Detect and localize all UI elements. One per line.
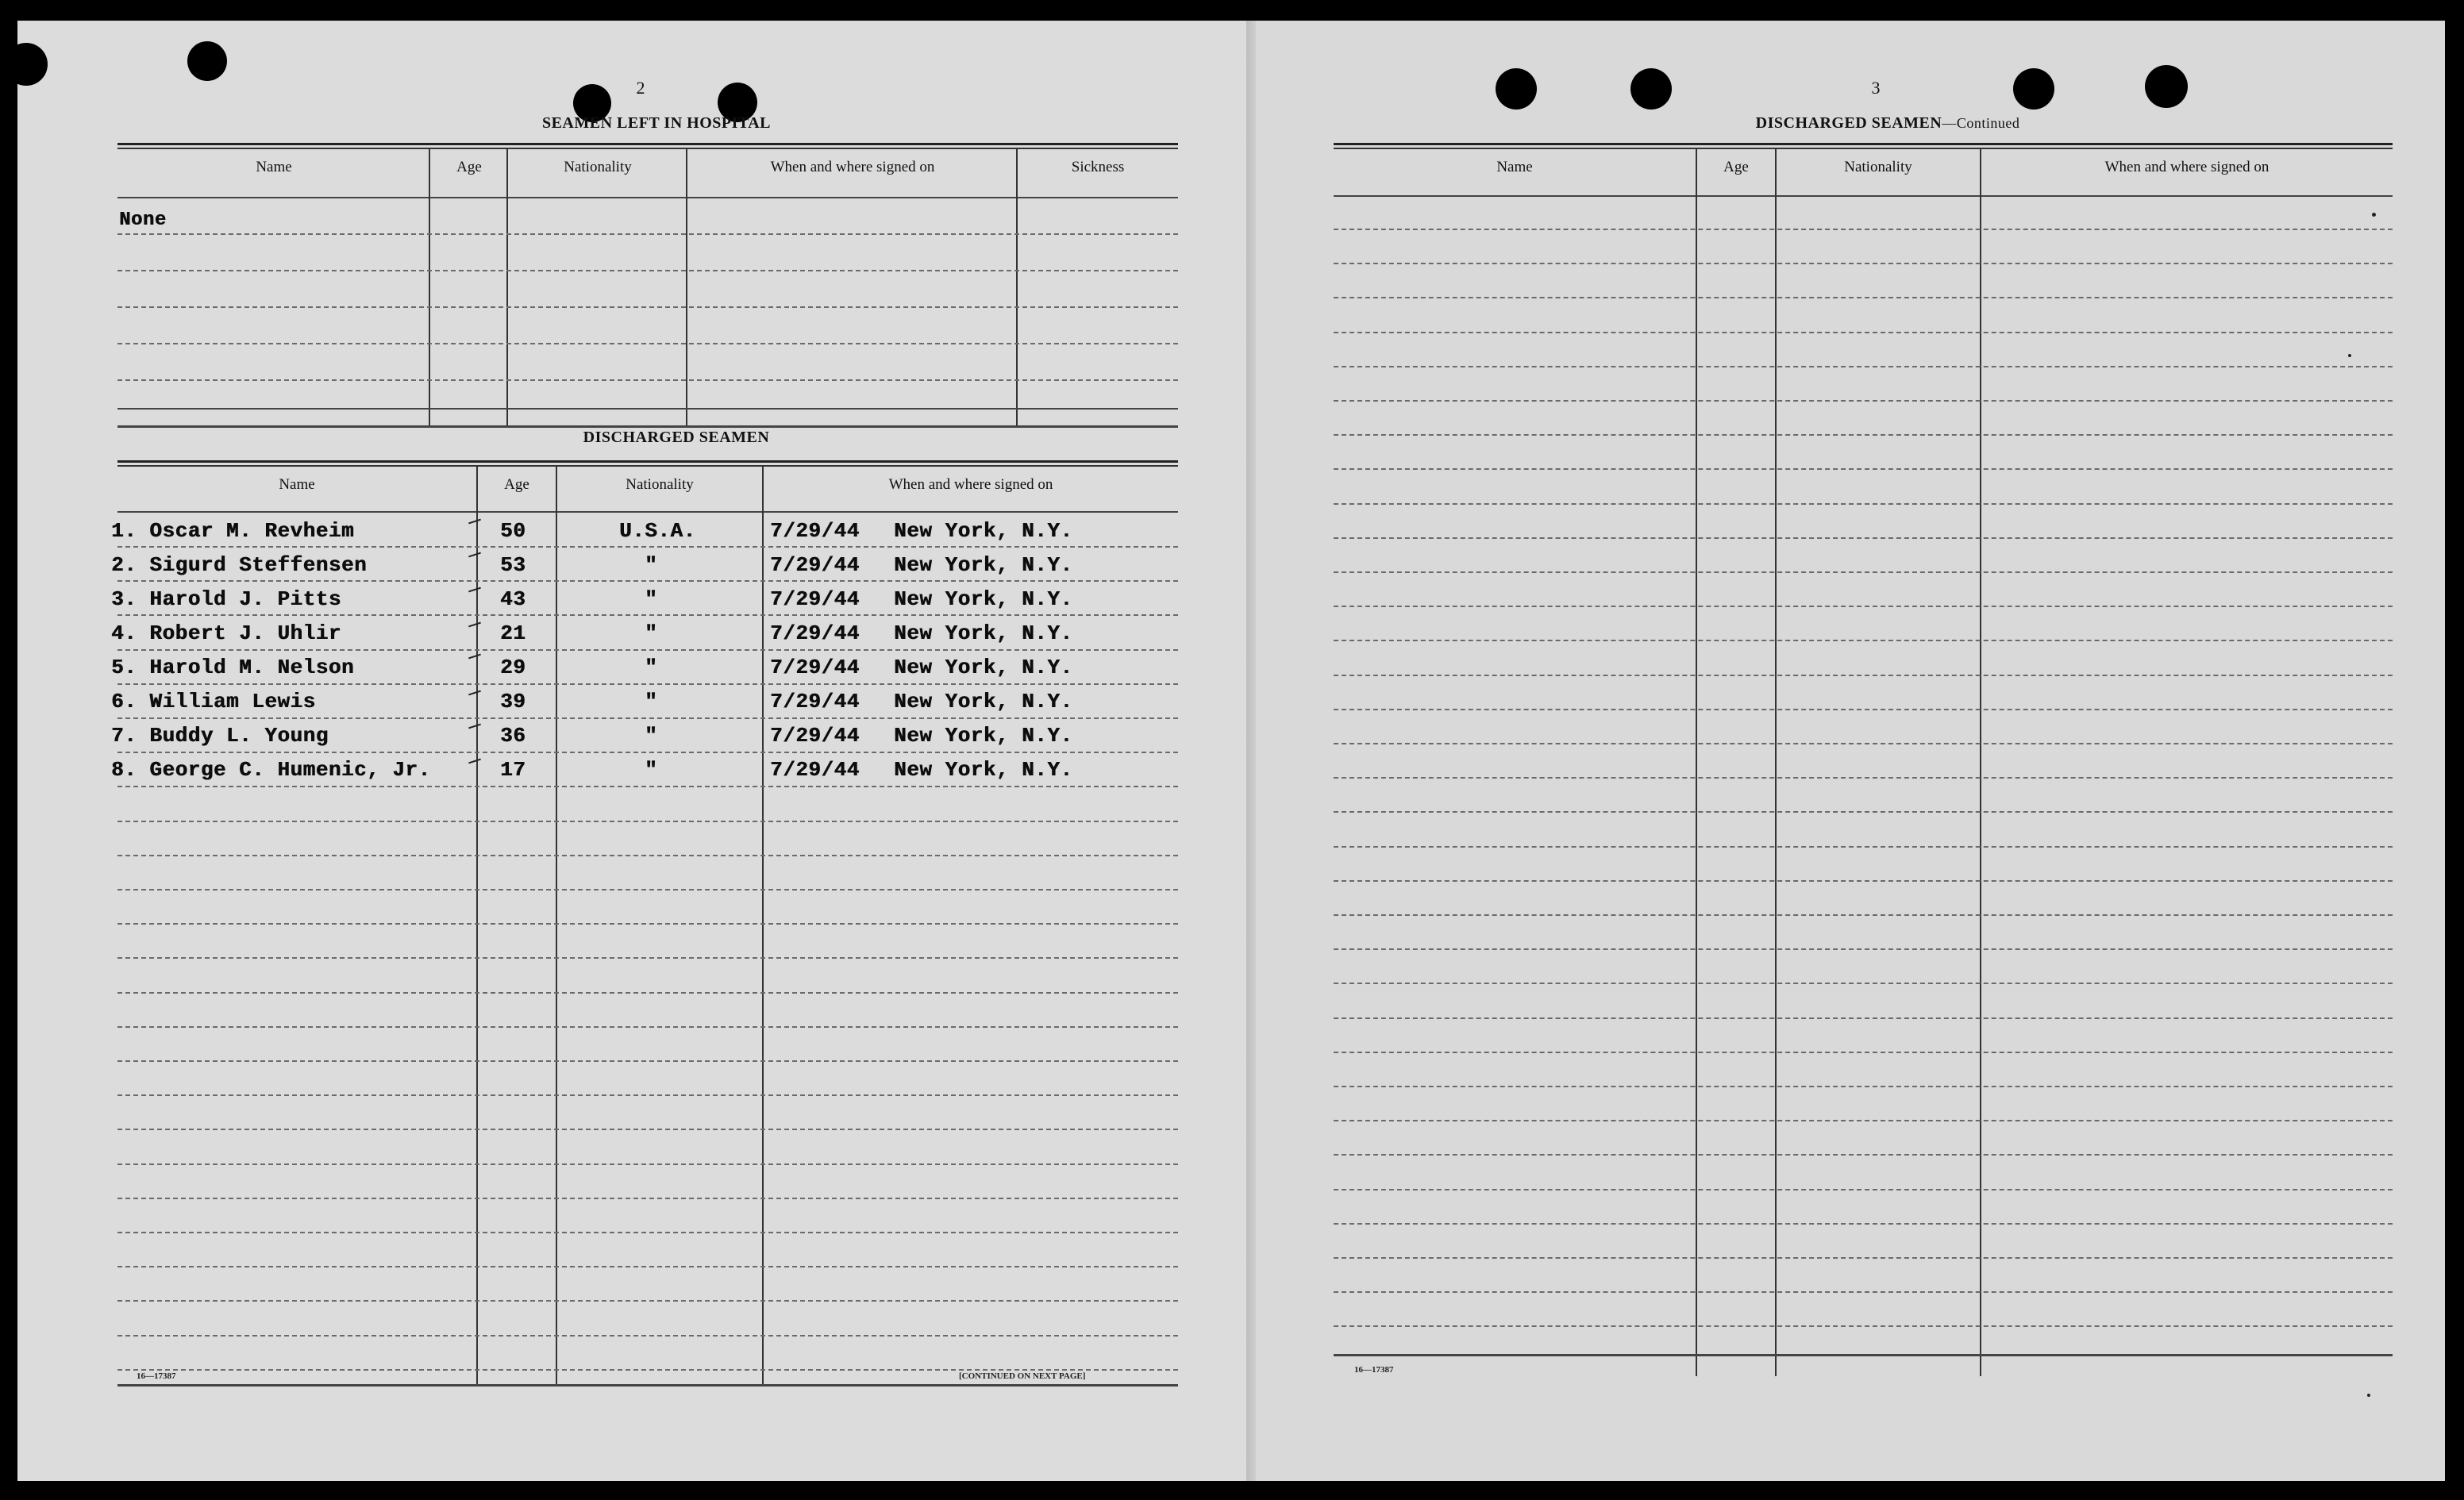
- punch-hole: [187, 41, 227, 81]
- row-rule: [1334, 263, 2393, 264]
- seaman-age: 36: [500, 724, 526, 748]
- column-header-signed-on: When and where signed on: [888, 476, 1053, 493]
- punch-hole: [5, 43, 48, 86]
- signed-on-date: 7/29/44: [770, 758, 860, 782]
- row-rule: [117, 717, 1178, 719]
- form-number: 16—17387: [1354, 1365, 1394, 1375]
- seaman-nationality: ": [645, 587, 658, 611]
- row-rule: [117, 1060, 1178, 1062]
- table-bottom-rule: [1334, 1354, 2393, 1356]
- hospital-section-title: SEAMEN LEFT IN HOSPITAL: [541, 114, 772, 132]
- column-divider: [506, 148, 508, 427]
- column-divider: [686, 148, 687, 427]
- row-rule: [117, 1026, 1178, 1028]
- row-rule: [1334, 1291, 2393, 1293]
- page-gutter: [1246, 21, 1256, 1481]
- column-divider: [762, 465, 764, 1384]
- punch-hole: [1496, 68, 1537, 110]
- seaman-name: 5. Harold M. Nelson: [111, 656, 354, 679]
- row-rule: [1334, 468, 2393, 470]
- row-rule: [117, 270, 1178, 271]
- row-rule: [117, 1335, 1178, 1337]
- column-divider: [429, 148, 430, 427]
- row-rule: [1334, 1017, 2393, 1019]
- row-rule: [1334, 1257, 2393, 1259]
- row-rule: [117, 1232, 1178, 1233]
- discharged-section-title: DISCHARGED SEAMEN: [583, 429, 770, 446]
- column-header-signed-on: When and where signed on: [770, 159, 935, 175]
- row-rule: [1334, 1120, 2393, 1121]
- check-mark: [468, 759, 481, 764]
- signed-on-date: 7/29/44: [770, 553, 860, 577]
- page-number: 2: [636, 78, 645, 98]
- row-rule: [117, 1266, 1178, 1267]
- row-rule: [117, 1094, 1178, 1096]
- seaman-nationality: U.S.A.: [619, 519, 696, 543]
- row-rule: [1334, 914, 2393, 916]
- column-header-name: Name: [1496, 159, 1533, 175]
- seaman-nationality: ": [645, 724, 658, 748]
- form-number: 16—17387: [137, 1371, 176, 1381]
- row-rule: [1334, 332, 2393, 333]
- signed-on-place: New York, N.Y.: [894, 587, 1073, 611]
- punch-hole: [1630, 68, 1672, 110]
- column-header-age: Age: [456, 159, 482, 175]
- scan-speck: [2348, 354, 2351, 357]
- row-rule: [1334, 229, 2393, 230]
- row-rule: [117, 1198, 1178, 1199]
- row-rule: [1334, 1223, 2393, 1225]
- seaman-age: 29: [500, 656, 526, 679]
- signed-on-date: 7/29/44: [770, 724, 860, 748]
- seaman-nationality: ": [645, 758, 658, 782]
- row-rule: [117, 992, 1178, 994]
- row-rule: [117, 546, 1178, 548]
- row-rule: [117, 649, 1178, 651]
- header-rule: [1334, 195, 2393, 197]
- header-rule: [117, 511, 1178, 513]
- column-header-signed-on: When and where signed on: [2104, 159, 2270, 175]
- seaman-age: 43: [500, 587, 526, 611]
- title-main: DISCHARGED SEAMEN: [1755, 114, 1942, 132]
- row-rule: [117, 580, 1178, 582]
- row-rule: [1334, 434, 2393, 436]
- signed-on-place: New York, N.Y.: [894, 553, 1073, 577]
- punch-hole: [2013, 68, 2054, 110]
- discharged-continued-title: [1697, 114, 2078, 133]
- row-rule: [117, 379, 1178, 381]
- row-rule: [1334, 297, 2393, 298]
- header-rule: [117, 197, 1178, 198]
- row-rule: [117, 752, 1178, 753]
- signed-on-place: New York, N.Y.: [894, 724, 1073, 748]
- row-rule: [1334, 1154, 2393, 1156]
- row-rule: [1334, 1052, 2393, 1053]
- signed-on-place: New York, N.Y.: [894, 690, 1073, 713]
- seaman-nationality: ": [645, 656, 658, 679]
- title-suffix: —Continued: [1942, 115, 2020, 131]
- column-header-nationality: Nationality: [564, 159, 632, 175]
- row-rule: [1334, 366, 2393, 367]
- column-header-nationality: Nationality: [626, 476, 694, 493]
- row-rule: [1334, 571, 2393, 573]
- seaman-name: 1. Oscar M. Revheim: [111, 519, 354, 543]
- seaman-name: 3. Harold J. Pitts: [111, 587, 341, 611]
- row-rule: [117, 855, 1178, 856]
- check-mark: [468, 622, 481, 628]
- row-rule: [1334, 709, 2393, 710]
- row-rule: [117, 614, 1178, 616]
- signed-on-place: New York, N.Y.: [894, 656, 1073, 679]
- row-rule: [117, 1129, 1178, 1130]
- row-rule: [117, 923, 1178, 925]
- check-mark: [468, 552, 481, 558]
- seaman-name: 4. Robert J. Uhlir: [111, 621, 341, 645]
- seaman-age: 50: [500, 519, 526, 543]
- signed-on-date: 7/29/44: [770, 621, 860, 645]
- check-mark: [468, 724, 481, 729]
- column-header-nationality: Nationality: [1844, 159, 1912, 175]
- row-rule: [1334, 640, 2393, 641]
- seaman-name: 2. Sigurd Steffensen: [111, 553, 368, 577]
- row-rule: [1334, 1189, 2393, 1190]
- column-header-age: Age: [504, 476, 529, 493]
- seaman-nationality: ": [645, 690, 658, 713]
- row-rule: [1334, 675, 2393, 676]
- row-rule: [1334, 743, 2393, 744]
- row-rule: [1334, 811, 2393, 813]
- row-rule: [117, 957, 1178, 959]
- column-header-name: Name: [256, 159, 292, 175]
- row-rule: [117, 683, 1178, 685]
- row-rule: [1334, 1325, 2393, 1327]
- row-rule: [117, 233, 1178, 235]
- table-bottom-rule: [117, 1384, 1178, 1387]
- signed-on-place: New York, N.Y.: [894, 519, 1073, 543]
- row-rule: [117, 889, 1178, 890]
- row-rule: [1334, 503, 2393, 505]
- scan-speck: [2372, 213, 2376, 217]
- right-page: [1256, 21, 2445, 1481]
- signed-on-place: New York, N.Y.: [894, 621, 1073, 645]
- column-divider: [476, 465, 478, 1384]
- left-page: [17, 21, 1246, 1481]
- table-top-rule: [117, 460, 1178, 467]
- check-mark: [468, 654, 481, 660]
- column-divider: [1016, 148, 1018, 427]
- row-rule: [1334, 948, 2393, 950]
- seaman-name: 8. George C. Humenic, Jr.: [111, 758, 431, 782]
- column-header-sickness: Sickness: [1071, 159, 1125, 175]
- signed-on-date: 7/29/44: [770, 519, 860, 543]
- row-rule: [117, 821, 1178, 822]
- row-rule: [1334, 777, 2393, 779]
- page-number: 3: [1871, 78, 1881, 98]
- scanned-document: [17, 21, 2445, 1481]
- row-rule: [1334, 537, 2393, 539]
- scan-speck: [2367, 1394, 2370, 1397]
- seaman-age: 17: [500, 758, 526, 782]
- row-rule: [117, 1163, 1178, 1165]
- table-bottom-rule: [117, 425, 1178, 428]
- row-rule: [117, 408, 1178, 410]
- row-rule: [1334, 1086, 2393, 1087]
- continued-note: [CONTINUED ON NEXT PAGE]: [959, 1371, 1086, 1381]
- row-rule: [117, 343, 1178, 344]
- hospital-entry: None: [119, 210, 167, 231]
- row-rule: [117, 1300, 1178, 1302]
- row-rule: [117, 306, 1178, 308]
- seaman-age: 21: [500, 621, 526, 645]
- row-rule: [117, 786, 1178, 787]
- row-rule: [1334, 606, 2393, 607]
- seaman-name: 7. Buddy L. Young: [111, 724, 329, 748]
- signed-on-date: 7/29/44: [770, 690, 860, 713]
- seaman-age: 39: [500, 690, 526, 713]
- signed-on-place: New York, N.Y.: [894, 758, 1073, 782]
- seaman-name: 6. William Lewis: [111, 690, 316, 713]
- row-rule: [1334, 400, 2393, 402]
- column-header-name: Name: [279, 476, 315, 493]
- check-mark: [468, 519, 481, 525]
- row-rule: [1334, 846, 2393, 848]
- row-rule: [117, 1369, 1178, 1371]
- table-top-rule: [1334, 143, 2393, 149]
- table-top-rule: [117, 143, 1178, 149]
- column-header-age: Age: [1723, 159, 1749, 175]
- punch-hole: [2145, 65, 2188, 108]
- seaman-nationality: ": [645, 553, 658, 577]
- check-mark: [468, 690, 481, 696]
- row-rule: [1334, 880, 2393, 882]
- check-mark: [468, 587, 481, 593]
- signed-on-date: 7/29/44: [770, 656, 860, 679]
- seaman-nationality: ": [645, 621, 658, 645]
- seaman-age: 53: [500, 553, 526, 577]
- row-rule: [1334, 983, 2393, 984]
- signed-on-date: 7/29/44: [770, 587, 860, 611]
- column-divider: [556, 465, 557, 1384]
